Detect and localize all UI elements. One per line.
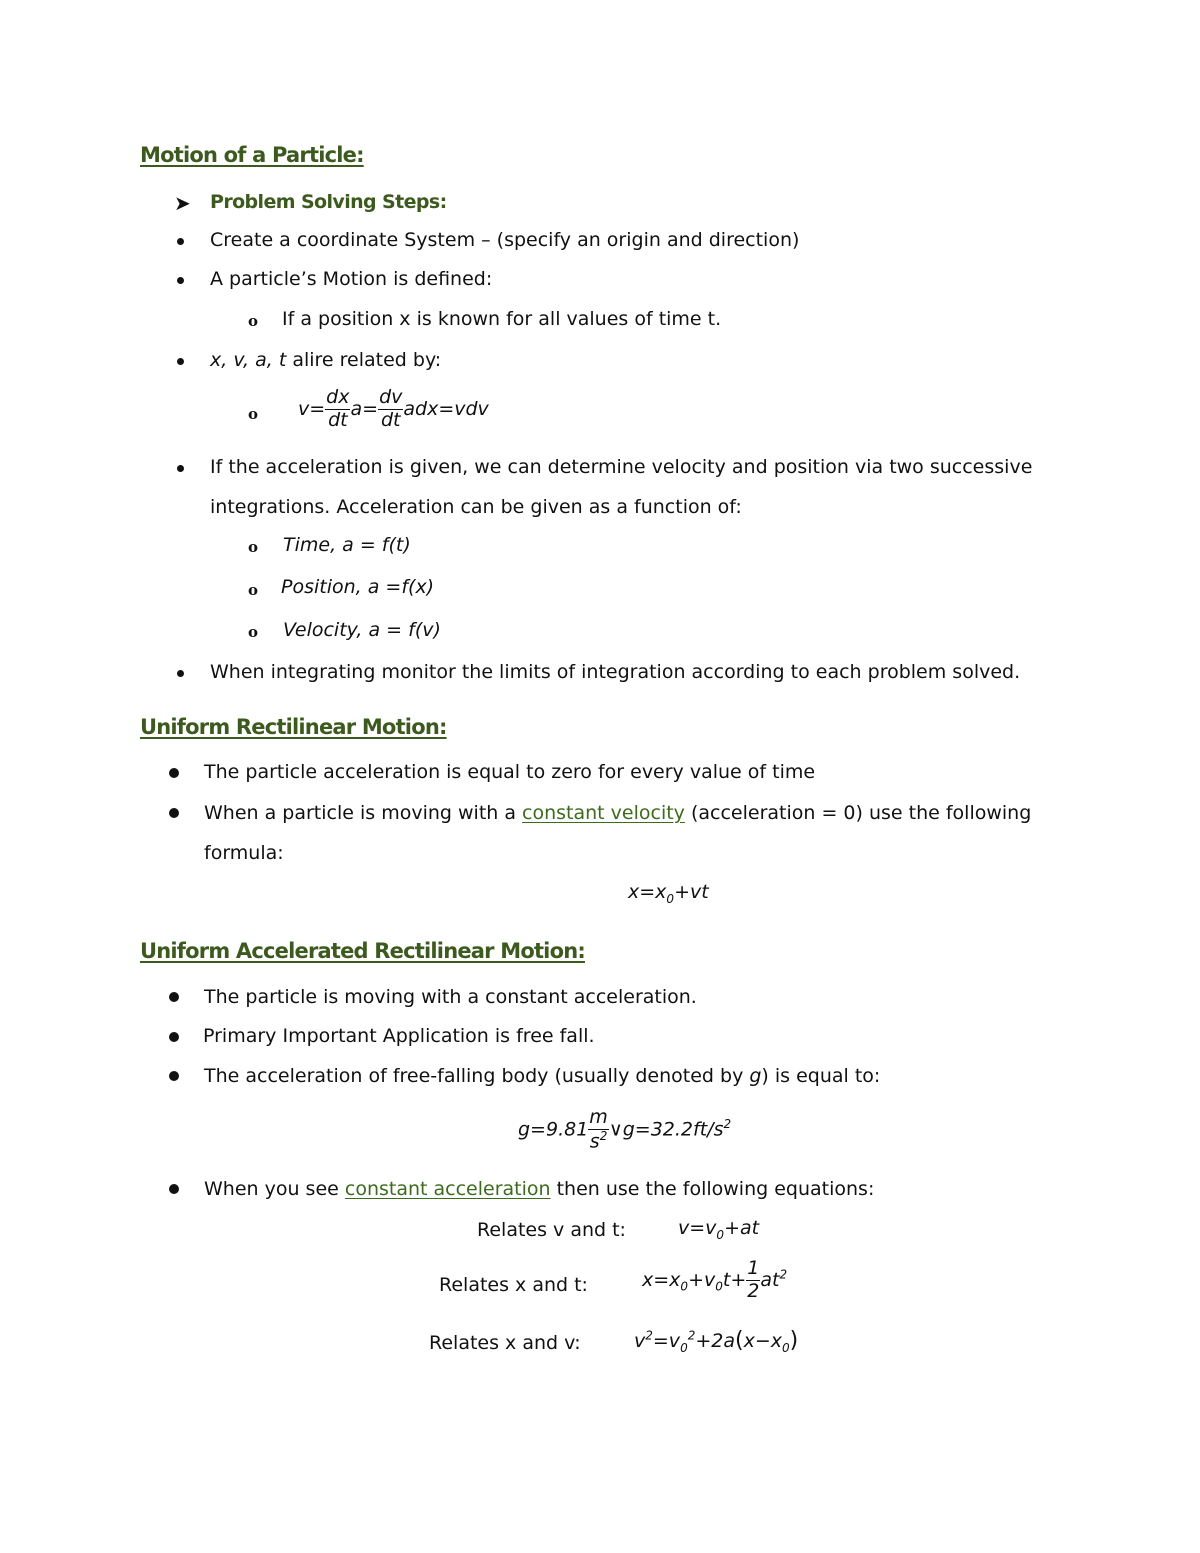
list-item: Velocity, a = f(v) bbox=[283, 619, 441, 641]
list-item: Create a coordinate System – (specify an origin and direction) bbox=[210, 229, 800, 251]
problem-solving-steps-heading: Problem Solving Steps: bbox=[210, 191, 447, 213]
sub-bullet-icon: o bbox=[248, 405, 259, 423]
eq-symbol: g=32.2 bbox=[622, 1118, 694, 1141]
bullet-icon bbox=[169, 992, 179, 1002]
list-item: Primary Important Application is free fall. bbox=[203, 1025, 595, 1047]
list-item: When integrating monitor the limits of integration according to each problem solved. bbox=[210, 661, 1021, 683]
text: When a particle is moving with a bbox=[204, 802, 523, 824]
bullet-icon bbox=[169, 808, 179, 818]
relation-label-x-t: Relates x and t: bbox=[439, 1274, 588, 1296]
eq-symbol: x bbox=[655, 881, 667, 903]
fraction-numerator: dx bbox=[326, 386, 350, 408]
bullet-icon bbox=[177, 238, 184, 245]
subscript: 0 bbox=[666, 891, 675, 906]
relation-label-v-t: Relates v and t: bbox=[477, 1219, 626, 1241]
equation-x-v: $v^2=v_0^2+2a(x-x_0)$ bbox=[634, 1328, 799, 1355]
fraction bbox=[325, 387, 350, 432]
or-symbol: ∨ bbox=[608, 1118, 623, 1141]
list-item: The particle is moving with a constant acceleration. bbox=[204, 986, 697, 1008]
fraction bbox=[588, 1107, 609, 1153]
g-symbol: g bbox=[749, 1065, 762, 1087]
list-item bbox=[210, 349, 441, 371]
superscript: 2 bbox=[723, 1117, 732, 1132]
list-item: If a position x is known for all values of time t. bbox=[282, 308, 722, 330]
bullet-icon bbox=[177, 277, 184, 284]
sub-bullet-icon: o bbox=[248, 538, 259, 556]
bullet-icon bbox=[169, 1184, 179, 1194]
text: ) is equal to: bbox=[761, 1065, 881, 1087]
list-item: The particle acceleration is equal to zero for every value of time bbox=[204, 761, 816, 783]
text: (acceleration = 0) use the following bbox=[684, 802, 1032, 824]
list-item: Time, a = f(t) bbox=[283, 534, 411, 556]
bullet-icon bbox=[177, 465, 184, 472]
sub-bullet-icon: o bbox=[248, 623, 259, 641]
equation-v-t: $v=v_0+at$ bbox=[678, 1217, 760, 1242]
bullet-icon bbox=[177, 358, 184, 365]
related-by-text: alire related by: bbox=[286, 349, 442, 371]
variables-text: x, v, a, t bbox=[210, 349, 287, 371]
text: then use the following equations: bbox=[550, 1178, 875, 1200]
sub-bullet-icon: o bbox=[248, 312, 259, 330]
fraction-numerator: dv bbox=[379, 386, 403, 408]
fraction-numerator: m bbox=[589, 1106, 608, 1128]
eq-symbol: / bbox=[707, 1118, 714, 1141]
list-item bbox=[204, 802, 1031, 824]
superscript: 2 bbox=[599, 1128, 608, 1143]
eq-symbol: g=9.81 bbox=[518, 1118, 589, 1141]
fraction-denominator bbox=[588, 1130, 609, 1153]
list-item: Position, a =f(x) bbox=[281, 576, 435, 598]
bullet-icon bbox=[169, 768, 179, 778]
bullet-icon bbox=[177, 670, 184, 677]
list-item: A particle’s Motion is defined: bbox=[210, 268, 493, 290]
eq-symbol: vt bbox=[689, 881, 709, 903]
eq-symbol: ft bbox=[693, 1118, 708, 1141]
list-item: If the acceleration is given, we can determine velocity and position via two successive bbox=[210, 456, 1033, 478]
gravity-equation bbox=[518, 1107, 731, 1153]
eq-symbol: s bbox=[713, 1118, 724, 1141]
list-item-continuation: formula: bbox=[204, 842, 284, 864]
kinematics-equation: v= $\frac{dx}{dt}$ a= $\frac{dv}{dt}$ adx=vdv bbox=[298, 386, 489, 431]
sub-bullet-icon: o bbox=[248, 581, 259, 599]
list-item bbox=[204, 1065, 880, 1087]
text: When you see bbox=[204, 1178, 345, 1200]
fraction bbox=[378, 387, 403, 432]
fraction bbox=[746, 1258, 760, 1303]
uniform-motion-equation: $x=x_0+vt$ bbox=[628, 881, 709, 906]
eq-symbol: x bbox=[628, 881, 640, 903]
list-item bbox=[204, 1178, 874, 1200]
eq-symbol: s bbox=[589, 1130, 600, 1153]
eq-symbol: vdv bbox=[454, 397, 489, 420]
section-title-uniform-rectilinear: Uniform Rectilinear Motion: bbox=[140, 715, 447, 739]
section-title-motion-of-particle: Motion of a Particle: bbox=[140, 143, 364, 167]
eq-symbol: v bbox=[298, 397, 310, 420]
fraction-numerator: 1 bbox=[747, 1257, 760, 1279]
fraction-denominator: 2 bbox=[747, 1279, 760, 1302]
equation-x-t: $x=x_0+v_0t+$ $\frac{1}{2}$ $at^2$ bbox=[642, 1257, 788, 1302]
eq-symbol: adx bbox=[403, 397, 439, 420]
bullet-icon bbox=[169, 1032, 179, 1042]
section-title-uniform-accelerated: Uniform Accelerated Rectilinear Motion: bbox=[140, 939, 585, 963]
constant-acceleration-link[interactable]: constant acceleration bbox=[344, 1178, 551, 1200]
bullet-icon bbox=[169, 1071, 179, 1081]
eq-symbol: a bbox=[350, 397, 363, 420]
constant-velocity-link[interactable]: constant velocity bbox=[522, 802, 685, 824]
fraction-denominator: dt bbox=[328, 408, 348, 431]
fraction-denominator: dt bbox=[380, 408, 401, 431]
text: The acceleration of free-falling body (usually denoted by bbox=[204, 1065, 750, 1087]
arrow-bullet-icon: ➤ bbox=[174, 191, 191, 215]
list-item-continuation: integrations. Acceleration can be given as a function of: bbox=[210, 496, 742, 518]
relation-label-x-v: Relates x and v: bbox=[429, 1332, 581, 1354]
